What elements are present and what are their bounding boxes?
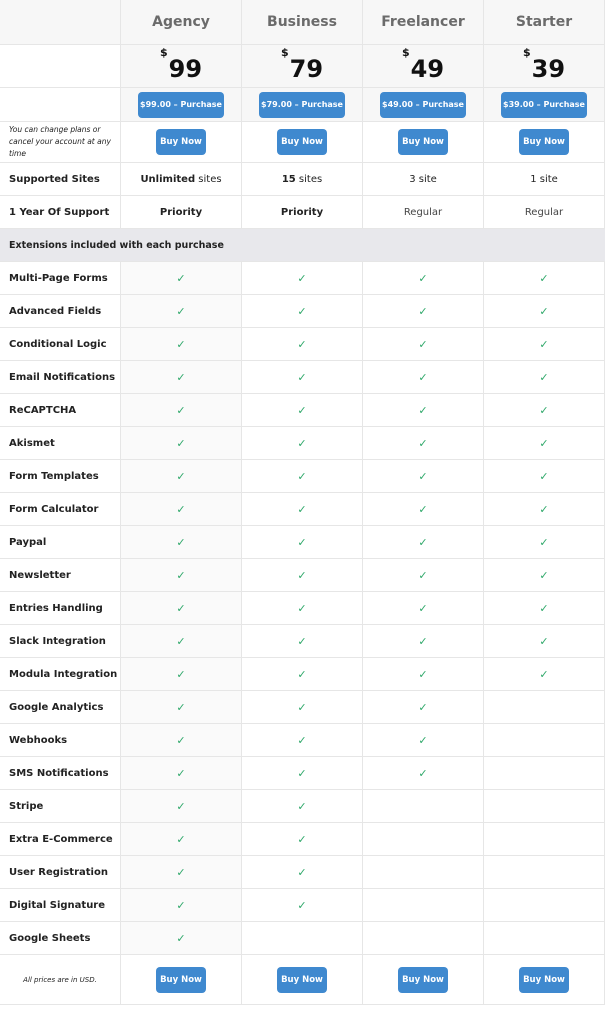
feature-cell — [484, 757, 605, 790]
feature-cell — [363, 823, 484, 856]
feature-name: Conditional Logic — [0, 328, 121, 361]
check-icon: ✓ — [297, 304, 307, 318]
feature-cell — [121, 394, 242, 427]
feature-cell — [242, 757, 363, 790]
feature-cell — [484, 823, 605, 856]
check-icon: ✓ — [297, 898, 307, 912]
feature-name: Multi-Page Forms — [0, 262, 121, 295]
check-icon: ✓ — [297, 436, 307, 450]
check-icon: ✓ — [297, 733, 307, 747]
footer-buy-now-button-starter[interactable]: Buy Now — [519, 967, 569, 993]
check-icon: ✓ — [176, 898, 186, 912]
check-icon: ✓ — [176, 865, 186, 879]
check-icon: ✓ — [176, 766, 186, 780]
feature-cell — [363, 493, 484, 526]
feature-name: Extra E-Commerce — [0, 823, 121, 856]
price-cell-agency — [121, 45, 242, 88]
footer-buy-cell — [484, 955, 605, 1005]
feature-cell — [363, 295, 484, 328]
check-icon: ✓ — [539, 370, 549, 384]
feature-cell — [484, 724, 605, 757]
check-icon: ✓ — [176, 832, 186, 846]
check-icon: ✓ — [176, 733, 186, 747]
feature-cell — [363, 262, 484, 295]
check-icon: ✓ — [539, 337, 549, 351]
feature-cell — [484, 460, 605, 493]
price-value: 99 — [168, 55, 203, 83]
feature-cell — [484, 262, 605, 295]
feature-cell — [121, 658, 242, 691]
support-value: Priority — [121, 196, 242, 229]
check-icon: ✓ — [176, 700, 186, 714]
check-icon: ✓ — [539, 436, 549, 450]
feature-cell — [363, 724, 484, 757]
footer-buy-now-button-freelancer[interactable]: Buy Now — [398, 967, 448, 993]
check-icon: ✓ — [539, 568, 549, 582]
check-icon: ✓ — [539, 271, 549, 285]
supported-sites-value — [242, 163, 363, 196]
check-icon: ✓ — [297, 535, 307, 549]
check-icon: ✓ — [418, 337, 428, 351]
feature-name: Paypal — [0, 526, 121, 559]
feature-cell — [242, 592, 363, 625]
check-icon: ✓ — [176, 271, 186, 285]
feature-cell — [121, 790, 242, 823]
currency-symbol: $ — [280, 46, 289, 59]
supported-sites-value — [363, 163, 484, 196]
feature-cell — [484, 526, 605, 559]
price-amount — [401, 46, 445, 83]
feature-cell — [121, 823, 242, 856]
feature-cell — [363, 790, 484, 823]
feature-name: Google Sheets — [0, 922, 121, 955]
buy-cell — [242, 122, 363, 163]
feature-cell — [121, 262, 242, 295]
feature-cell — [484, 625, 605, 658]
plan-name-starter: Starter — [484, 0, 605, 45]
supported-sites-strong: Unlimited — [140, 173, 196, 185]
check-icon: ✓ — [176, 502, 186, 516]
purchase-button-starter[interactable]: $39.00 – Purchase — [501, 92, 587, 118]
check-icon: ✓ — [176, 370, 186, 384]
feature-name: Webhooks — [0, 724, 121, 757]
purchase-button-freelancer[interactable]: $49.00 – Purchase — [380, 92, 466, 118]
check-icon: ✓ — [539, 469, 549, 483]
buy-cell — [121, 122, 242, 163]
feature-cell — [242, 889, 363, 922]
price-amount — [522, 46, 566, 83]
feature-cell — [363, 889, 484, 922]
feature-cell — [242, 790, 363, 823]
feature-name: Google Analytics — [0, 691, 121, 724]
supported-sites-text: 1 site — [530, 173, 558, 185]
feature-cell — [242, 526, 363, 559]
feature-cell — [242, 295, 363, 328]
feature-cell — [242, 658, 363, 691]
check-icon: ✓ — [297, 667, 307, 681]
price-cell-starter — [484, 45, 605, 88]
feature-cell — [484, 328, 605, 361]
feature-cell — [121, 724, 242, 757]
check-icon: ✓ — [176, 337, 186, 351]
check-icon: ✓ — [176, 634, 186, 648]
feature-name: Entries Handling — [0, 592, 121, 625]
check-icon: ✓ — [418, 403, 428, 417]
feature-cell — [121, 625, 242, 658]
check-icon: ✓ — [297, 865, 307, 879]
feature-cell — [242, 691, 363, 724]
check-icon: ✓ — [297, 370, 307, 384]
check-icon: ✓ — [297, 403, 307, 417]
header-empty-cell — [0, 0, 121, 45]
support-value: Priority — [242, 196, 363, 229]
supported-sites-text: 3 site — [409, 173, 437, 185]
feature-name: Slack Integration — [0, 625, 121, 658]
purchase-button-agency[interactable]: $99.00 – Purchase — [138, 92, 224, 118]
feature-cell — [363, 625, 484, 658]
feature-name: Digital Signature — [0, 889, 121, 922]
feature-cell — [484, 493, 605, 526]
feature-cell — [242, 262, 363, 295]
feature-cell — [363, 856, 484, 889]
feature-name: Newsletter — [0, 559, 121, 592]
feature-cell — [242, 922, 363, 955]
check-icon: ✓ — [297, 832, 307, 846]
feature-cell — [121, 295, 242, 328]
purchase-cell — [484, 88, 605, 122]
plan-change-note: You can change plans or cancel your account at any time — [0, 122, 121, 163]
feature-cell — [121, 757, 242, 790]
prices-footnote: All prices are in USD. — [0, 955, 121, 1005]
purchase-cell — [121, 88, 242, 122]
feature-cell — [484, 427, 605, 460]
support-label: 1 Year Of Support — [0, 196, 121, 229]
feature-cell — [121, 493, 242, 526]
feature-cell — [363, 361, 484, 394]
feature-cell — [242, 823, 363, 856]
feature-cell — [121, 328, 242, 361]
check-icon: ✓ — [297, 700, 307, 714]
feature-cell — [363, 460, 484, 493]
price-empty-cell — [0, 45, 121, 88]
buy-now-button-freelancer[interactable]: Buy Now — [398, 129, 448, 155]
check-icon: ✓ — [539, 403, 549, 417]
check-icon: ✓ — [297, 568, 307, 582]
feature-name: User Registration — [0, 856, 121, 889]
price-value: 79 — [289, 55, 324, 83]
feature-name: Form Templates — [0, 460, 121, 493]
check-icon: ✓ — [176, 601, 186, 615]
feature-cell — [121, 427, 242, 460]
check-icon: ✓ — [418, 304, 428, 318]
price-cell-freelancer — [363, 45, 484, 88]
check-icon: ✓ — [418, 469, 428, 483]
feature-cell — [242, 625, 363, 658]
feature-cell — [121, 691, 242, 724]
currency-symbol: $ — [522, 46, 531, 59]
check-icon: ✓ — [418, 370, 428, 384]
supported-sites-text: sites — [295, 173, 323, 185]
footer-buy-cell — [121, 955, 242, 1005]
purchase-cell — [242, 88, 363, 122]
feature-cell — [363, 526, 484, 559]
check-icon: ✓ — [297, 799, 307, 813]
feature-cell — [484, 856, 605, 889]
buy-now-button-business[interactable]: Buy Now — [277, 129, 327, 155]
check-icon: ✓ — [539, 634, 549, 648]
feature-name: SMS Notifications — [0, 757, 121, 790]
feature-cell — [363, 328, 484, 361]
check-icon: ✓ — [539, 304, 549, 318]
price-value: 49 — [410, 55, 445, 83]
feature-name: ReCAPTCHA — [0, 394, 121, 427]
feature-cell — [121, 460, 242, 493]
check-icon: ✓ — [176, 469, 186, 483]
buy-now-button-starter[interactable]: Buy Now — [519, 129, 569, 155]
feature-cell — [121, 889, 242, 922]
feature-cell — [242, 328, 363, 361]
check-icon: ✓ — [418, 733, 428, 747]
supported-sites-text: sites — [195, 173, 222, 185]
feature-cell — [484, 658, 605, 691]
feature-cell — [363, 427, 484, 460]
check-icon: ✓ — [418, 601, 428, 615]
buy-cell — [484, 122, 605, 163]
feature-cell — [121, 526, 242, 559]
check-icon: ✓ — [418, 568, 428, 582]
plan-name-freelancer: Freelancer — [363, 0, 484, 45]
check-icon: ✓ — [418, 766, 428, 780]
feature-name: Advanced Fields — [0, 295, 121, 328]
supported-sites-label: Supported Sites — [0, 163, 121, 196]
feature-cell — [484, 889, 605, 922]
currency-symbol: $ — [401, 46, 410, 59]
check-icon: ✓ — [539, 535, 549, 549]
feature-cell — [242, 724, 363, 757]
feature-cell — [484, 691, 605, 724]
feature-name: Email Notifications — [0, 361, 121, 394]
feature-cell — [363, 559, 484, 592]
feature-cell — [242, 361, 363, 394]
check-icon: ✓ — [418, 436, 428, 450]
supported-sites-value — [484, 163, 605, 196]
price-cell-business — [242, 45, 363, 88]
plan-name-business: Business — [242, 0, 363, 45]
footer-buy-now-button-business[interactable]: Buy Now — [277, 967, 327, 993]
feature-cell — [121, 559, 242, 592]
buy-now-button-agency[interactable]: Buy Now — [156, 129, 206, 155]
support-value: Regular — [363, 196, 484, 229]
buy-cell — [363, 122, 484, 163]
check-icon: ✓ — [418, 271, 428, 285]
check-icon: ✓ — [176, 535, 186, 549]
feature-name: Form Calculator — [0, 493, 121, 526]
feature-cell — [242, 427, 363, 460]
feature-cell — [242, 559, 363, 592]
footer-buy-cell — [363, 955, 484, 1005]
check-icon: ✓ — [176, 931, 186, 945]
check-icon: ✓ — [176, 436, 186, 450]
feature-cell — [242, 394, 363, 427]
currency-symbol: $ — [159, 46, 168, 59]
check-icon: ✓ — [418, 634, 428, 648]
feature-cell — [242, 856, 363, 889]
purchase-empty-cell — [0, 88, 121, 122]
check-icon: ✓ — [539, 502, 549, 516]
check-icon: ✓ — [297, 271, 307, 285]
purchase-button-business[interactable]: $79.00 – Purchase — [259, 92, 345, 118]
section-header: Extensions included with each purchase — [0, 229, 605, 262]
check-icon: ✓ — [176, 568, 186, 582]
check-icon: ✓ — [297, 601, 307, 615]
feature-cell — [363, 922, 484, 955]
feature-name: Stripe — [0, 790, 121, 823]
feature-cell — [484, 559, 605, 592]
feature-cell — [121, 592, 242, 625]
feature-cell — [363, 394, 484, 427]
support-value: Regular — [484, 196, 605, 229]
supported-sites-value — [121, 163, 242, 196]
price-amount — [280, 46, 324, 83]
purchase-cell — [363, 88, 484, 122]
check-icon: ✓ — [297, 502, 307, 516]
check-icon: ✓ — [297, 634, 307, 648]
check-icon: ✓ — [176, 799, 186, 813]
feature-cell — [363, 691, 484, 724]
price-value: 39 — [531, 55, 566, 83]
feature-cell — [363, 658, 484, 691]
check-icon: ✓ — [176, 304, 186, 318]
check-icon: ✓ — [176, 403, 186, 417]
feature-cell — [242, 460, 363, 493]
feature-cell — [484, 361, 605, 394]
feature-name: Akismet — [0, 427, 121, 460]
feature-cell — [121, 922, 242, 955]
feature-cell — [484, 394, 605, 427]
check-icon: ✓ — [418, 502, 428, 516]
check-icon: ✓ — [418, 535, 428, 549]
check-icon: ✓ — [418, 667, 428, 681]
feature-cell — [363, 592, 484, 625]
feature-name: Modula Integration — [0, 658, 121, 691]
check-icon: ✓ — [539, 601, 549, 615]
price-amount — [159, 46, 203, 83]
feature-cell — [484, 790, 605, 823]
check-icon: ✓ — [418, 700, 428, 714]
feature-cell — [484, 592, 605, 625]
feature-cell — [121, 361, 242, 394]
feature-cell — [484, 295, 605, 328]
check-icon: ✓ — [297, 337, 307, 351]
check-icon: ✓ — [297, 469, 307, 483]
feature-cell — [121, 856, 242, 889]
check-icon: ✓ — [176, 667, 186, 681]
plan-name-agency: Agency — [121, 0, 242, 45]
footer-buy-now-button-agency[interactable]: Buy Now — [156, 967, 206, 993]
feature-cell — [242, 493, 363, 526]
check-icon: ✓ — [539, 667, 549, 681]
supported-sites-strong: 15 — [281, 173, 296, 185]
check-icon: ✓ — [297, 766, 307, 780]
feature-cell — [363, 757, 484, 790]
footer-buy-cell — [242, 955, 363, 1005]
feature-cell — [484, 922, 605, 955]
